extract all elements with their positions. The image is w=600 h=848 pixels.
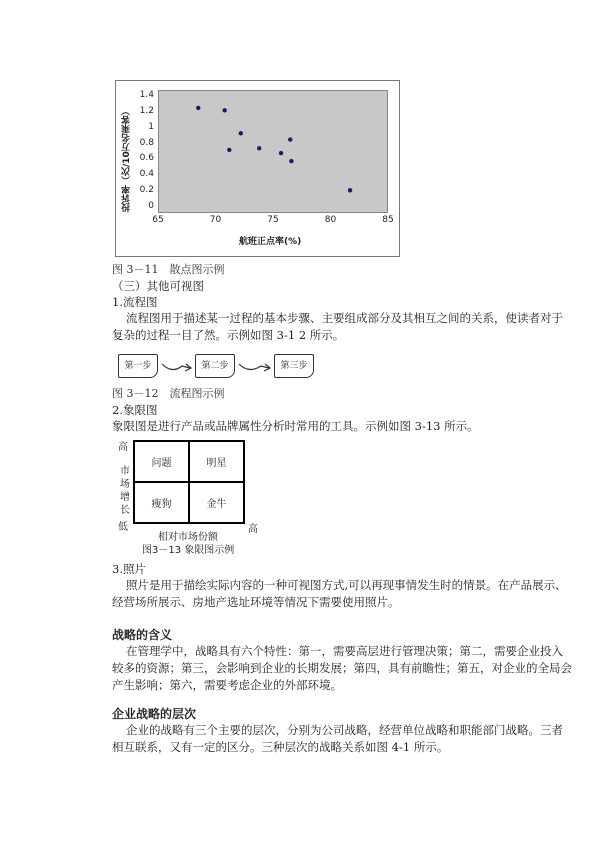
flow-caption: 图 3－12 流程图示例 [112,387,225,400]
scatter-point-4 [239,131,243,135]
x-tick-label: 75 [267,215,279,225]
quadrant-grid [133,440,245,524]
flow-arrow-1-icon [160,360,194,374]
scatter-point-5 [257,146,261,150]
x-tick-label: 80 [324,215,337,225]
y-tick-label: 0.4 [139,169,154,180]
quadrant-y-char-1: 市 [120,466,130,477]
item-flowchart: 1.流程图 [112,295,158,309]
scatter-caption: 图 3－11 散点图示例 [112,263,225,276]
y-tick-label: 0 [148,201,154,211]
levels-paragraph-line-1: 企业的战略有三个主要的层次，分别为公司战略，经营单位战略和职能部门战略。三者 [126,723,563,737]
quadrant-y-high: 高 [118,442,128,453]
y-tick-label: 0.8 [139,137,154,148]
item-photo: 3.照片 [112,562,146,576]
x-tick-label: 65 [152,215,164,225]
quadrant-y-char-4: 长 [120,505,130,516]
scatter-point-1 [196,106,200,110]
quadrant-caption: 图3－13 象限图示例 [142,545,235,556]
scatter-point-3 [227,148,231,152]
strategy-paragraph-line-2: 较多的资源；第三，会影响到企业的长期发展；第四，具有前瞻性；第五，对企业的全局会 [112,661,572,675]
y-tick-label: 0.2 [139,185,154,196]
quadrant-x-label: 相对市场份额 [158,532,218,543]
quadrant-cell-star: 明星 [189,441,244,482]
flow-step-2: 第二步 [195,354,235,378]
y-tick-label: 1.2 [139,105,154,116]
quadrant-y-char-3: 增 [120,492,130,503]
x-tick-label: 85 [382,215,394,225]
scatter-point-8 [289,159,293,163]
chart-y-axis-label: 投诉率（次/10万名乘客） [122,106,132,212]
levels-paragraph-line-2: 相互联系，又有一定的区分。三种层次的战略关系如图 4-1 所示。 [112,740,449,754]
item-quadrant: 2.象限图 [112,403,158,417]
flow-step-1: 第一步 [118,354,158,378]
quadrant-cell-cow: 金牛 [189,482,244,523]
quadrant-x-high: 高 [248,524,258,535]
scatter-point-2 [223,108,227,112]
scatter-point-7 [288,137,292,141]
quadrant-y-char-2: 场 [120,479,130,490]
quadrant-y-low: 低 [118,522,128,533]
section-other-visuals: （三）其他可视图 [112,279,204,293]
heading-strategy-levels: 企业战略的层次 [112,707,197,721]
y-tick-label: 0.6 [139,153,154,164]
quadrant-cell-question: 问题 [134,441,189,482]
photo-paragraph-line-2: 经营场所展示、房地产选址环境等情况下需要使用照片。 [112,595,400,609]
flow-step-3: 第三步 [274,354,314,378]
scatter-point-9 [348,188,352,192]
chart-x-axis-label: 航班正点率(%) [239,237,302,247]
scatter-point-6 [279,151,283,155]
strategy-paragraph-line-1: 在管理学中，战略具有六个特性：第一，需要高层进行管理决策；第二，需要企业投入 [126,644,563,658]
y-tick-label: 1 [148,121,154,132]
quadrant-paragraph: 象限图是进行产品或品牌属性分析时常用的工具。示例如图 3-13 所示。 [112,419,479,433]
strategy-paragraph-line-3: 产生影响；第六，需要考虑企业的外部环境。 [112,678,342,692]
quadrant-cell-dog: 瘦狗 [134,482,189,523]
heading-strategy-meaning: 战略的含义 [112,628,173,642]
flow-paragraph-line-1: 流程图用于描述某一过程的基本步骤、主要组成部分及其相互之间的关系，使读者对于 [126,311,563,325]
x-tick-label: 70 [209,215,222,225]
y-tick-label: 1.4 [139,90,154,100]
flow-arrow-2-icon [237,360,273,374]
flow-paragraph-line-2: 复杂的过程一目了然。示例如图 3-1 2 所示。 [112,328,345,342]
photo-paragraph-line-1: 照片是用于描绘实际内容的一种可视图方式,可以再现事情发生时的情景。在产品展示、 [126,578,567,592]
scatter-points-layer [158,90,388,213]
